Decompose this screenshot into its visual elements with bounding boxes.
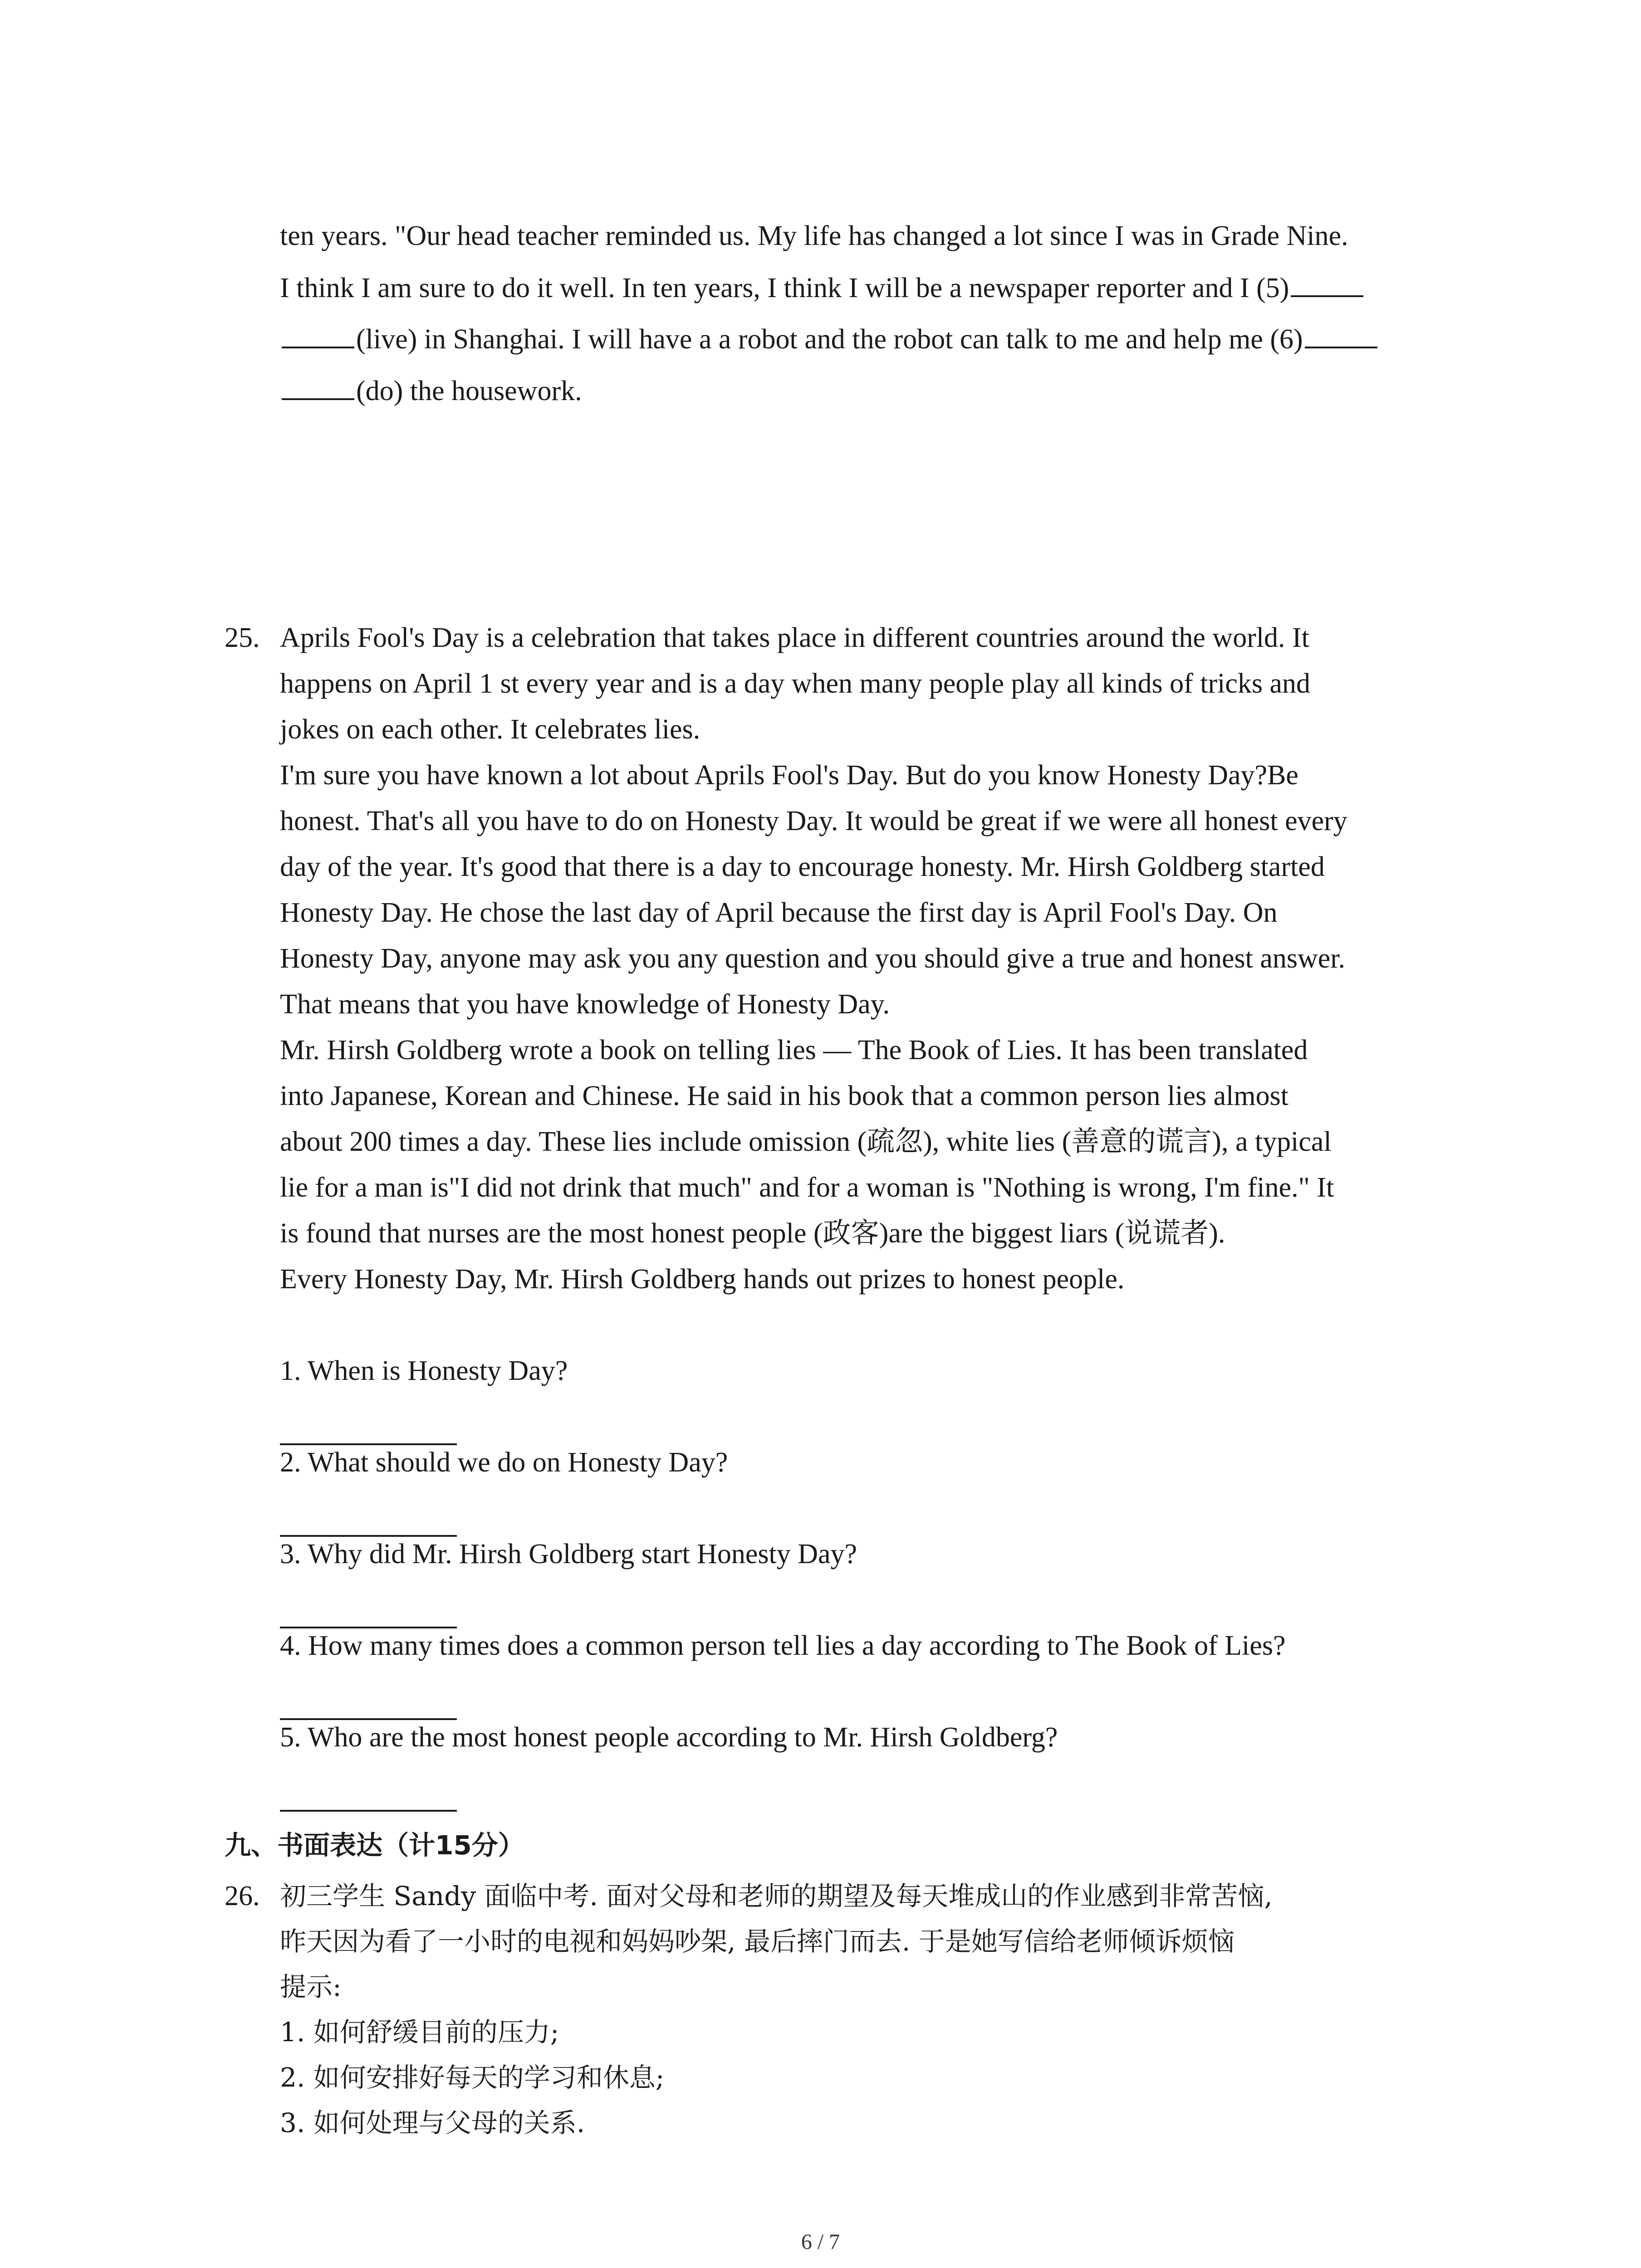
paragraph-line: That means that you have knowledge of Honesty Day. <box>280 989 890 1020</box>
page-number: 6 / 7 <box>801 2230 840 2254</box>
question-number: 25. <box>225 622 260 653</box>
paragraph-line: into Japanese, Korean and Chinese. He said in his book that a common person lies almost <box>280 1080 1288 1111</box>
passage-text: (do) the housework. <box>356 376 582 406</box>
answer-blank[interactable] <box>282 398 354 400</box>
question-item: 3. Why did Mr. Hirsh Goldberg start Honesty Day? <box>280 1539 857 1569</box>
passage-line <box>280 321 1379 357</box>
paragraph-line: day of the year. It's good that there is a day to encourage honesty. Mr. Hirsh Goldberg started <box>280 851 1325 882</box>
paragraph-line: Honesty Day, anyone may ask you any question and you should give a true and honest answer. <box>280 943 1346 974</box>
answer-blank[interactable] <box>282 347 354 348</box>
paragraph-line: lie for a man is"I did not drink that much" and for a woman is "Nothing is wrong, I'm fine." It <box>280 1172 1334 1203</box>
paragraph-line: Honesty Day. He chose the last day of April because the first day is April Fool's Day. On <box>280 897 1278 928</box>
paragraph-line: is found that nurses are the most honest people (政客)are the biggest liars (说谎者). <box>280 1218 1225 1249</box>
passage-text: I think I am sure to do it well. In ten years, I think I will be a newspaper reporter and I (5) <box>280 273 1289 303</box>
section-heading: 九、书面表达（计15分） <box>225 1830 524 1861</box>
paragraph-line: honest. That's all you have to do on Honesty Day. It would be great if we were all honest every <box>280 806 1347 836</box>
passage-line <box>280 270 1365 306</box>
paragraph-line: about 200 times a day. These lies include omission (疏忽), white lies (善意的谎言), a typical <box>280 1126 1332 1157</box>
question-number: 26. <box>225 1881 260 1911</box>
passage-line: ten years. "Our head teacher reminded us. My life has changed a lot since I was in Grade Nine. <box>280 220 1348 251</box>
question-item: 4. How many times does a common person tell lies a day according to The Book of Lies? <box>280 1630 1286 1661</box>
question-item: 5. Who are the most honest people according to Mr. Hirsh Goldberg? <box>280 1722 1058 1753</box>
question-item: 2. What should we do on Honesty Day? <box>280 1447 728 1478</box>
answer-blank[interactable] <box>280 1810 457 1812</box>
prompt-line: 2. 如何安排好每天的学习和休息; <box>280 2062 665 2093</box>
paragraph-line: Every Honesty Day, Mr. Hirsh Goldberg hands out prizes to honest people. <box>280 1264 1125 1295</box>
answer-blank[interactable] <box>1291 295 1363 297</box>
answer-blank[interactable] <box>1305 347 1377 348</box>
question-item: 1. When is Honesty Day? <box>280 1355 568 1386</box>
passage-text: (live) in Shanghai. I will have a a robot and the robot can talk to me and help me (6) <box>356 324 1303 355</box>
paragraph-line: I'm sure you have known a lot about Aprils Fool's Day. But do you know Honesty Day?Be <box>280 760 1298 791</box>
passage-line <box>280 373 582 409</box>
paragraph-line: Mr. Hirsh Goldberg wrote a book on telling lies — The Book of Lies. It has been translated <box>280 1035 1308 1066</box>
prompt-line: 昨天因为看了一小时的电视和妈妈吵架, 最后摔门而去. 于是她写信给老师倾诉烦恼 <box>280 1926 1234 1957</box>
paragraph-line: Aprils Fool's Day is a celebration that takes place in different countries around the world. It <box>280 622 1309 653</box>
prompt-line: 1. 如何舒缓目前的压力; <box>280 2017 559 2048</box>
prompt-line: 提示: <box>280 1971 342 2002</box>
paragraph-line: jokes on each other. It celebrates lies. <box>280 714 700 745</box>
paragraph-line: happens on April 1 st every year and is a day when many people play all kinds of tricks and <box>280 668 1311 699</box>
prompt-line: 初三学生 Sandy 面临中考. 面对父母和老师的期望及每天堆成山的作业感到非常苦恼, <box>280 1881 1273 1911</box>
prompt-line: 3. 如何处理与父母的关系. <box>280 2107 585 2138</box>
